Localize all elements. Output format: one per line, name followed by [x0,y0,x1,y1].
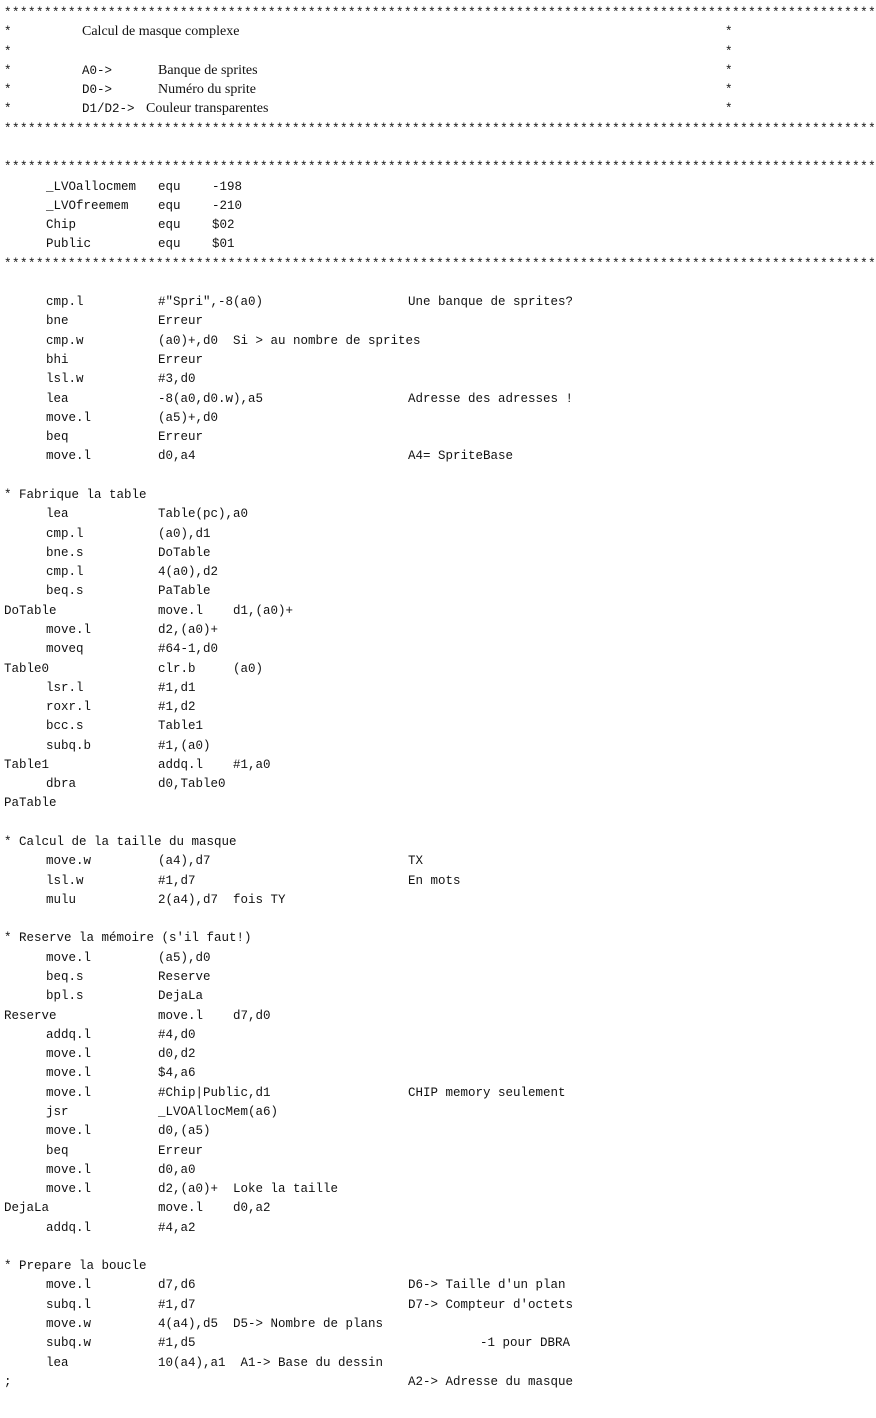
register-label: A0-> [82,63,113,78]
operands: #1,d5 [158,1336,196,1351]
mnemonic: move.l [46,1047,92,1062]
directive: equ [158,179,181,194]
code-line [0,622,743,638]
operands: (a5)+,d0 [158,410,219,425]
code-line [0,873,743,889]
code-line [0,911,743,927]
right-star: * [725,63,733,78]
code-line [0,757,743,773]
comment: Une banque de sprites? [408,295,574,310]
mnemonic: beq [46,1143,69,1158]
instruction: addq.l #1,a0 [158,757,271,772]
register-description: Numéro du sprite [158,82,256,98]
operands: Table1 [158,719,204,734]
code-line [0,294,743,310]
label: * Prepare la boucle [4,1259,147,1274]
left-star: * [4,83,12,98]
label: * Reserve la mémoire (s'il faut!) [4,931,252,946]
mnemonic: subq.b [46,738,92,753]
mnemonic: lea [46,507,69,522]
mnemonic: cmp.l [46,565,84,580]
label: Table0 [4,661,50,676]
operands: #1,d7 [158,873,196,888]
separator-line [0,159,876,175]
left-star: * [4,102,12,117]
code-line [0,391,743,407]
code-line [0,930,743,946]
right-star: * [725,25,733,40]
mnemonic: lsr.l [46,680,84,695]
mnemonic: beq [46,430,69,445]
label: * Fabrique la table [4,488,147,502]
operands: Table(pc),a0 [158,507,249,522]
code-line [0,448,743,464]
operands: (a4),d7 [158,854,211,869]
left-star: * [4,25,12,40]
separator-line [0,121,876,137]
symbol-name: Chip [46,218,77,233]
code-line [0,526,743,542]
mnemonic: addq.l [46,1220,92,1235]
comment: En mots [408,873,461,888]
code-line [0,82,743,98]
code-line [0,1143,743,1159]
code-line [0,564,743,580]
mnemonic: jsr [46,1104,69,1119]
code-line [0,429,743,445]
code-line [0,680,743,696]
code-line [0,815,743,831]
operands: d0,(a5) [158,1124,211,1139]
code-line [0,1335,743,1351]
operands: d0,a4 [158,449,196,464]
code-line [0,699,743,715]
code-line [0,545,743,561]
symbol-name: _LVOfreemem [46,198,129,213]
mnemonic: move.l [46,950,92,965]
value: -198 [212,179,243,194]
code-line [0,603,743,619]
code-line [0,468,743,484]
mnemonic: bpl.s [46,989,84,1004]
right-star: * [725,44,733,59]
operands: Erreur [158,314,204,329]
operands: #1,d2 [158,700,196,715]
mnemonic: move.l [46,1162,92,1177]
mnemonic: move.w [46,854,92,869]
code-line [0,1008,743,1024]
operands: #3,d0 [158,372,196,387]
operands: d7,d6 [158,1278,196,1293]
mnemonic: bhi [46,353,69,368]
code-line [0,1027,743,1043]
mnemonic: bne [46,314,69,329]
header-title: Calcul de masque complexe [82,24,240,40]
mnemonic: move.l [46,449,92,464]
mnemonic: subq.w [46,1336,92,1351]
code-line [0,1297,743,1313]
operands: #1,d7 [158,1297,196,1312]
operands: PaTable [158,584,211,599]
mnemonic: move.l [46,1066,92,1081]
code-line [0,24,743,40]
code-line [0,1065,743,1081]
separator-line [0,256,876,272]
label: Table1 [4,757,50,772]
operands: #4,a2 [158,1220,196,1235]
value: $02 [212,218,235,233]
operands: 4(a0),d2 [158,565,219,580]
code-line [0,1355,743,1371]
code-line [0,313,743,329]
code-line [0,198,743,214]
label: DejaLa [4,1201,50,1216]
mnemonic: move.l [46,1124,92,1139]
code-line [0,1374,743,1390]
code-line [0,583,743,599]
code-line [0,738,743,754]
mnemonic: lea [46,1355,69,1370]
operands: d2,(a0)+ Loke la taille [158,1182,339,1197]
operands: Erreur [158,1143,204,1158]
mnemonic: cmp.w [46,333,84,348]
comment: Adresse des adresses ! [408,391,574,406]
code-line [0,641,743,657]
mnemonic: beq.s [46,584,84,599]
code-line [0,275,743,291]
operands: #1,(a0) [158,738,211,753]
symbol-name: _LVOallocmem [46,179,137,194]
code-line [0,371,743,387]
register-description: Couleur transparentes [146,101,269,117]
code-line [0,969,743,985]
mnemonic: cmp.l [46,526,84,541]
operands: DejaLa [158,989,204,1004]
operands: #"Spri",-8(a0) [158,295,264,310]
instruction: move.l d0,a2 [158,1201,271,1216]
operands: DoTable [158,545,211,560]
code-line [0,63,743,79]
register-label: D1/D2-> [82,102,135,117]
code-line [0,1181,743,1197]
operands: (a0),d1 [158,526,211,541]
code-line [0,661,743,677]
directive: equ [158,198,181,213]
code-line [0,834,743,850]
mnemonic: lea [46,391,69,406]
code-line [0,1316,743,1332]
directive: equ [158,237,181,252]
operands: Erreur [158,353,204,368]
label: ; [4,1374,12,1389]
right-star: * [725,83,733,98]
register-label: D0-> [82,83,113,98]
operands: Reserve [158,970,211,984]
code-line [0,487,743,503]
asterisk-separator: ************************************************************************************************************* [4,121,876,136]
operands: 4(a4),d5 D5-> Nombre de plans [158,1317,384,1332]
asterisk-separator: ************************************************************************************************************* [4,160,876,175]
code-line [0,352,743,368]
operands: #64-1,d0 [158,642,219,657]
mnemonic: moveq [46,642,84,657]
value: -210 [212,198,243,213]
code-line [0,1220,743,1236]
operands: d0,d2 [158,1047,196,1062]
code-line [0,853,743,869]
directive: equ [158,218,181,233]
comment: CHIP memory seulement [408,1085,566,1100]
operands: (a0)+,d0 Si > au nombre de sprites [158,333,421,348]
code-line [0,1104,743,1120]
operands: #Chip|Public,d1 [158,1085,271,1100]
operands: 2(a4),d7 fois TY [158,892,286,907]
code-line [0,140,743,156]
symbol-name: Public [46,237,92,252]
mnemonic: beq.s [46,970,84,984]
code-line [0,217,743,233]
code-line [0,1277,743,1293]
mnemonic: addq.l [46,1027,92,1042]
instruction: move.l d1,(a0)+ [158,603,294,618]
mnemonic: move.w [46,1317,92,1332]
asterisk-separator: ************************************************************************************************************* [4,256,876,271]
mnemonic: move.l [46,1085,92,1100]
comment: D7-> Compteur d'octets [408,1297,574,1312]
mnemonic: move.l [46,1182,92,1197]
code-line [0,1123,743,1139]
code-line [0,988,743,1004]
code-line [0,506,743,522]
mnemonic: cmp.l [46,295,84,310]
label: * Calcul de la taille du masque [4,835,237,850]
operands: d0,Table0 [158,777,226,792]
code-line [0,795,743,811]
operands: #1,d1 [158,680,196,695]
operands: 10(a4),a1 A1-> Base du dessin [158,1355,384,1370]
code-line [0,236,743,252]
code-line [0,1258,743,1274]
instruction: move.l d7,d0 [158,1008,271,1023]
operands: $4,a6 [158,1066,196,1081]
register-description: Banque de sprites [158,62,258,78]
separator-line [0,5,876,21]
code-line [0,101,743,117]
code-line [0,179,743,195]
instruction: clr.b (a0) [158,661,264,676]
code-line [0,1046,743,1062]
operands: (a5),d0 [158,950,211,965]
asterisk-separator: ************************************************************************************************************* [4,6,876,20]
mnemonic: subq.l [46,1297,92,1312]
operands: d0,a0 [158,1162,196,1177]
code-line [0,718,743,734]
operands: Erreur [158,430,204,445]
code-line [0,776,743,792]
code-line [0,410,743,426]
code-line [0,1239,743,1255]
operands: -8(a0,d0.w),a5 [158,391,264,406]
mnemonic: lsl.w [46,873,84,888]
mnemonic: mulu [46,892,77,907]
code-line [0,1162,743,1178]
operands: d2,(a0)+ [158,622,219,637]
code-line [0,1200,743,1216]
comment: D6-> Taille d'un plan [408,1278,566,1293]
code-line [0,1085,743,1101]
operands: #4,d0 [158,1027,196,1042]
operands: _LVOAllocMem(a6) [158,1104,279,1119]
code-line [0,950,743,966]
comment: -1 pour DBRA [480,1336,571,1351]
right-star: * [725,102,733,117]
mnemonic: move.l [46,1278,92,1293]
label: DoTable [4,603,57,618]
left-star: * [4,63,12,78]
code-line [0,44,743,60]
mnemonic: lsl.w [46,372,84,387]
mnemonic: bcc.s [46,719,84,734]
comment: A4= SpriteBase [408,449,514,464]
label: Reserve [4,1008,57,1023]
mnemonic: move.l [46,622,92,637]
comment: A2-> Adresse du masque [408,1374,574,1389]
mnemonic: move.l [46,410,92,425]
code-line [0,333,743,349]
mnemonic: bne.s [46,545,84,560]
comment: TX [408,854,424,869]
mnemonic: dbra [46,777,77,792]
left-star: * [4,44,12,59]
code-line [0,892,743,908]
value: $01 [212,237,235,252]
mnemonic: roxr.l [46,700,92,715]
label: PaTable [4,796,57,811]
